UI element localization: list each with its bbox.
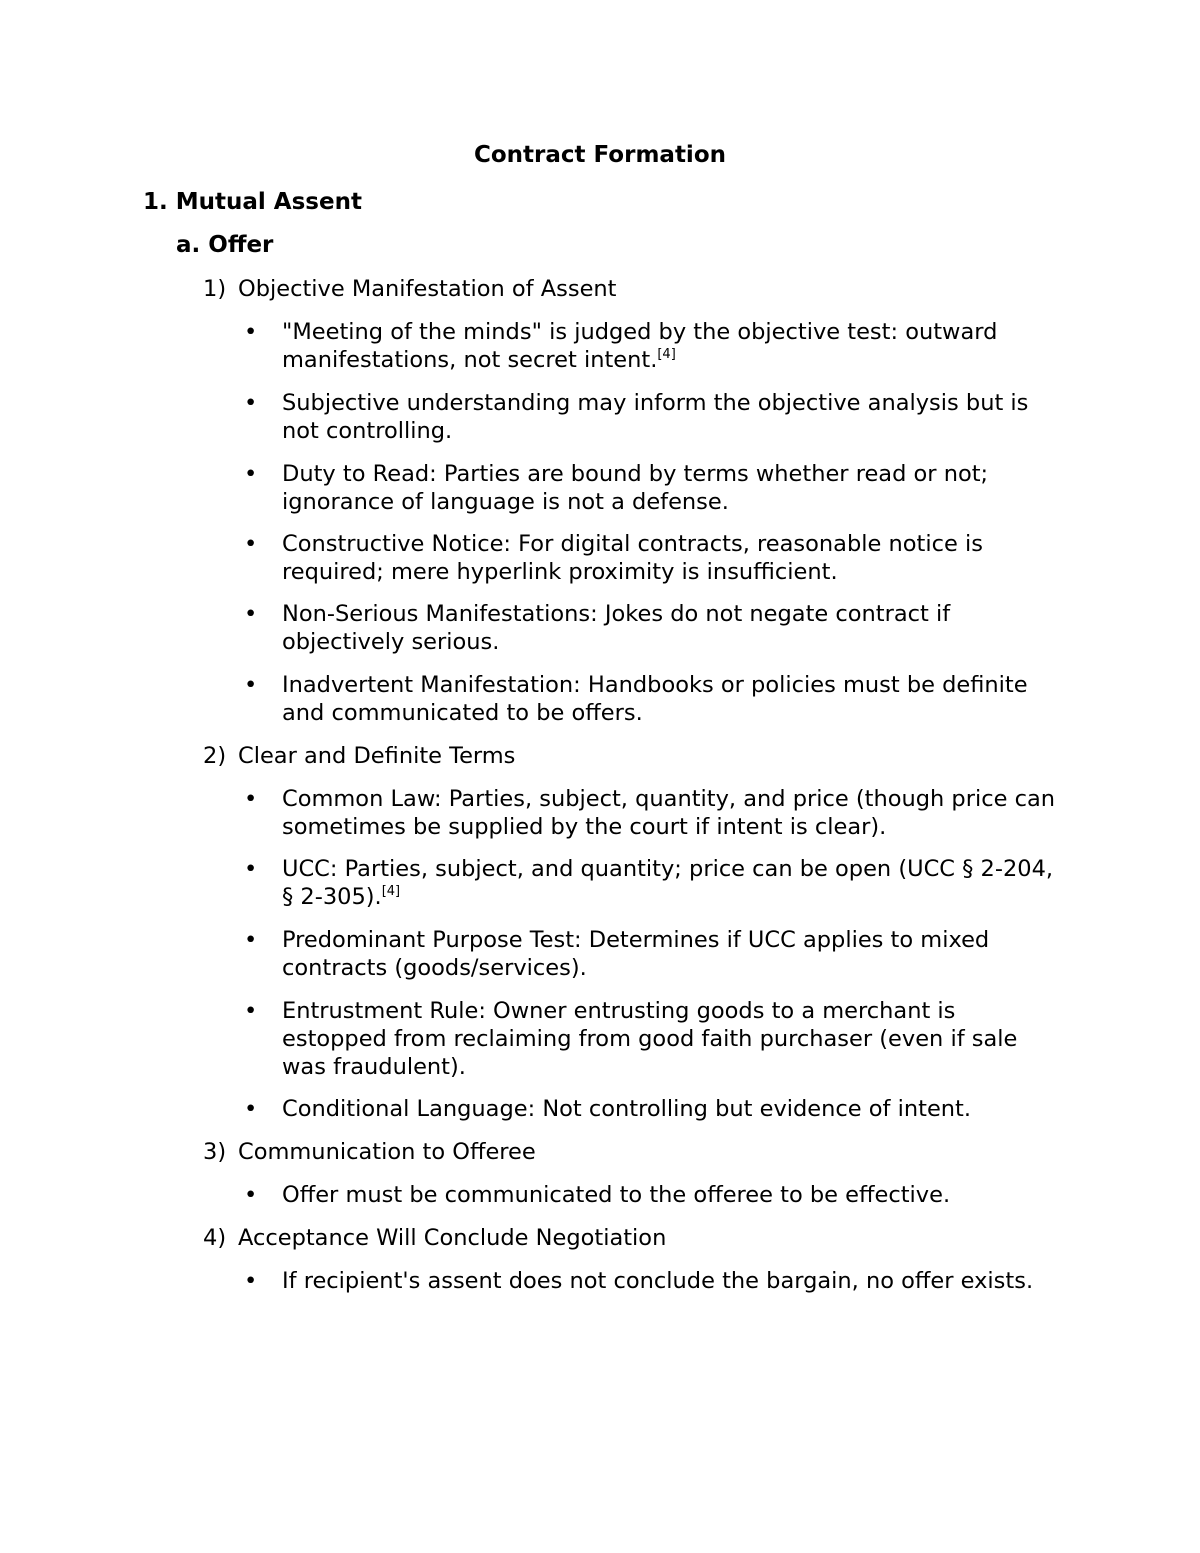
bullet-icon: •: [244, 461, 258, 487]
item-number: 2): [203, 743, 227, 769]
section-heading: 1. Mutual Assent: [143, 189, 362, 215]
bullet-icon: •: [244, 1096, 258, 1122]
bullet-icon: •: [244, 672, 258, 698]
subsection-heading: a. Offer: [176, 232, 274, 258]
bullet-icon: •: [244, 390, 258, 416]
bullet-item: [244, 530, 1064, 586]
item-label: Acceptance Will Conclude Negotiation: [238, 1225, 667, 1251]
bullet-item: [244, 1095, 1064, 1123]
item-number: 1): [203, 276, 227, 302]
bullet-text: Constructive Notice: For digital contracts, reasonable notice is required; mere hyperlink proximity is insufficient.: [282, 531, 983, 585]
bullet-item: [244, 785, 1064, 841]
bullet-icon: •: [244, 319, 258, 345]
item-number: 3): [203, 1139, 227, 1165]
bullet-text: Entrustment Rule: Owner entrusting goods to a merchant is estopped from reclaiming from good faith purchaser (even if sale was fraudulent).: [282, 998, 1018, 1080]
bullet-item: [244, 460, 1064, 516]
bullet-text: Conditional Language: Not controlling but evidence of intent.: [282, 1096, 972, 1122]
bullet-icon: •: [244, 1268, 258, 1294]
bullet-text: UCC: Parties, subject, and quantity; price can be open (UCC § 2-204, § 2-305).: [282, 856, 1054, 910]
citation-ref: [4]: [381, 884, 401, 899]
bullet-text: Predominant Purpose Test: Determines if UCC applies to mixed contracts (goods/services).: [282, 927, 990, 981]
bullet-icon: •: [244, 998, 258, 1024]
bullet-item: [244, 855, 1064, 911]
bullet-item: [244, 671, 1064, 727]
outline-item-4: [203, 1224, 666, 1252]
outline-item-1: [203, 275, 617, 303]
bullet-item: [244, 389, 1064, 445]
bullet-text: If recipient's assent does not conclude the bargain, no offer exists.: [282, 1268, 1034, 1294]
outline-item-2: [203, 742, 515, 770]
item-number: 4): [203, 1225, 227, 1251]
bullet-item: [244, 600, 1064, 656]
item-label: Objective Manifestation of Assent: [238, 276, 617, 302]
bullet-text: Subjective understanding may inform the objective analysis but is not controlling.: [282, 390, 1029, 444]
bullet-icon: •: [244, 786, 258, 812]
item-label: Clear and Definite Terms: [238, 743, 516, 769]
bullet-text: Common Law: Parties, subject, quantity, and price (though price can sometimes be supplied by the court if intent is clear).: [282, 786, 1055, 840]
bullet-item: [244, 318, 1064, 374]
bullet-item: [244, 926, 1064, 982]
bullet-icon: •: [244, 601, 258, 627]
item-label: Communication to Offeree: [238, 1139, 536, 1165]
citation-ref: [4]: [657, 347, 676, 362]
bullet-text: Inadvertent Manifestation: Handbooks or policies must be definite and communicated to be offers.: [282, 672, 1028, 726]
bullet-icon: •: [244, 927, 258, 953]
bullet-icon: •: [244, 1182, 258, 1208]
outline-item-3: [203, 1138, 536, 1166]
bullet-item: [244, 1267, 1064, 1295]
bullet-icon: •: [244, 856, 258, 882]
bullet-item: [244, 1181, 1064, 1209]
bullet-text: "Meeting of the minds" is judged by the objective test: outward manifestations, not secret intent.: [282, 319, 998, 373]
bullet-icon: •: [244, 531, 258, 557]
bullet-item: [244, 997, 1064, 1081]
bullet-text: Non-Serious Manifestations: Jokes do not negate contract if objectively serious.: [282, 601, 951, 655]
bullet-text: Offer must be communicated to the offeree to be effective.: [282, 1182, 951, 1208]
bullet-text: Duty to Read: Parties are bound by terms whether read or not; ignorance of language is not a defense.: [282, 461, 989, 515]
document-title: Contract Formation: [473, 142, 726, 168]
